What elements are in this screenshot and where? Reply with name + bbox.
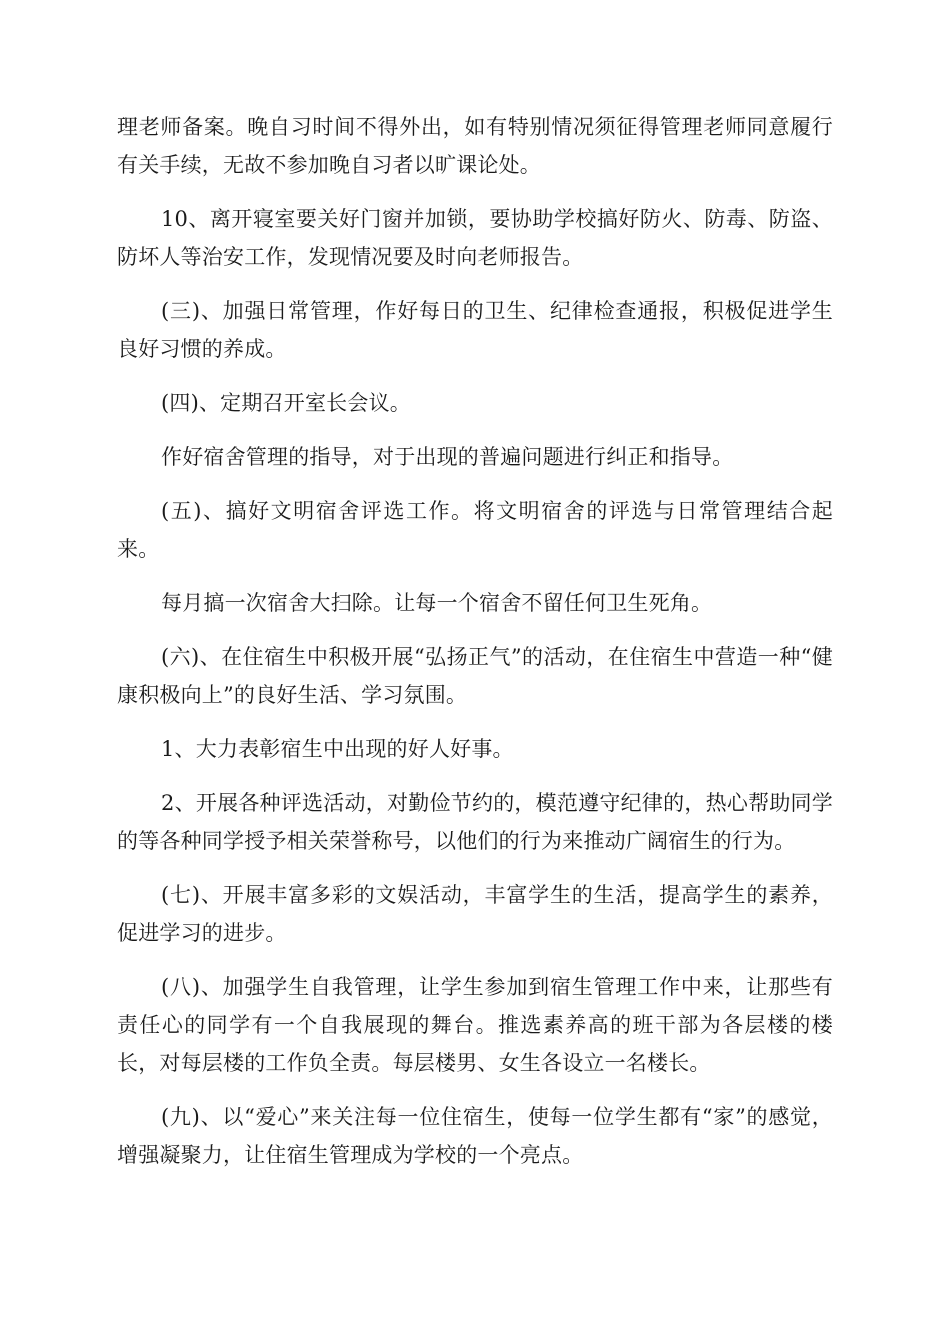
paragraph: (四)、定期召开室长会议。 (161, 391, 411, 415)
paragraph: 10、离开寝室要关好门窗并加锁，要协助学校搞好防火、防毒、防盗、防坏人等治安工作，发现情况要及时向老师报告。 (117, 207, 833, 269)
paragraph: 作好宿舍管理的指导，对于出现的普遍问题进行纠正和指导。 (161, 445, 734, 469)
paragraph: 每月搞一次宿舍大扫除。让每一个宿舍不留任何卫生死角。 (161, 591, 713, 615)
paragraph: (七)、开展丰富多彩的文娱活动，丰富学生的生活，提高学生的素养，促进学习的进步。 (117, 883, 833, 945)
document-body (117, 108, 833, 1190)
paragraph: (六)、在住宿生中积极开展“弘扬正气”的活动，在住宿生中营造一种“健康积极向上”的良好生活、学习氛围。 (117, 645, 833, 707)
paragraph: 理老师备案。晚自习时间不得外出，如有特别情况须征得管理老师同意履行有关手续，无故不参加晚自习者以旷课论处。 (117, 115, 833, 177)
paragraph: 1、大力表彰宿生中出现的好人好事。 (161, 737, 514, 761)
paragraph: (五)、搞好文明宿舍评选工作。将文明宿舍的评选与日常管理结合起来。 (117, 499, 833, 561)
paragraph: (九)、以“爱心”来关注每一位住宿生，使每一位学生都有“家”的感觉，增强凝聚力，让住宿生管理成为学校的一个亮点。 (117, 1105, 833, 1167)
paragraph: 2、开展各种评选活动，对勤俭节约的，模范遵守纪律的，热心帮助同学的等各种同学授予相关荣誉称号，以他们的行为来推动广阔宿生的行为。 (117, 791, 833, 853)
paragraph: (三)、加强日常管理，作好每日的卫生、纪律检查通报，积极促进学生良好习惯的养成。 (117, 299, 833, 361)
paragraph: (八)、加强学生自我管理，让学生参加到宿生管理工作中来，让那些有责任心的同学有一个自我展现的舞台。推选素养高的班干部为各层楼的楼长，对每层楼的工作负全责。每层楼男、女生各设立一名楼长。 (117, 975, 833, 1075)
